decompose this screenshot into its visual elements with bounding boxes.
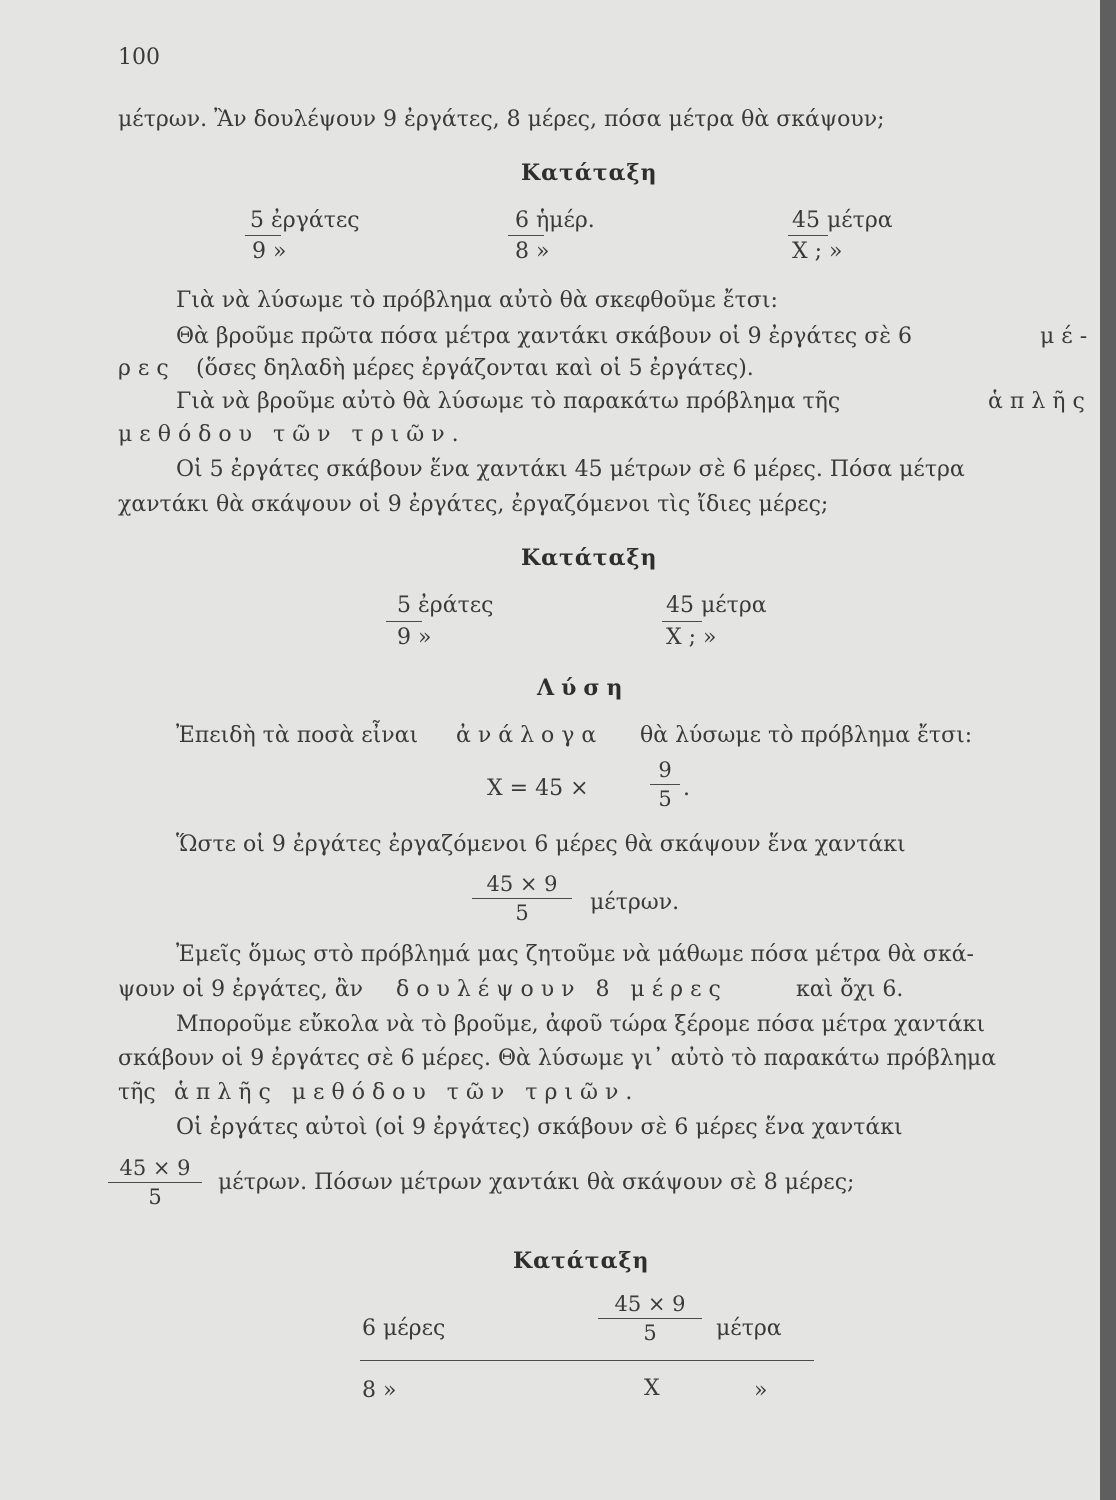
para-5-spaced: ἀνάλογα bbox=[456, 723, 604, 748]
para-4-line-2: χαντάκι θὰ σκάψουν οἱ 9 ἐργάτες, ἐργαζόμενοι τὶς ἴδιες μέρες; bbox=[118, 492, 829, 517]
para-8-line-2: σκάβουν οἱ 9 ἐργάτες σὲ 6 μέρες. Θὰ λύσωμε γι᾽ αὐτὸ τὸ παρακάτω πρόβλημα bbox=[118, 1046, 997, 1071]
t1-c2-bot: 8 » bbox=[515, 239, 550, 264]
para-9-numerator: 45 × 9 bbox=[119, 1156, 191, 1180]
para-9-line-1: Οἱ ἐργάτες αὐτοὶ (οἱ 9 ἐργάτες) σκάβουν σὲ 6 μέρες ἕνα χαντάκι bbox=[176, 1115, 903, 1140]
para-7-line-2-spaced: δουλέψουν 8 μέρες bbox=[396, 977, 728, 1002]
heading-lysi: Λύση bbox=[537, 675, 630, 701]
t2-c1-top: 5 ἐράτες bbox=[397, 593, 494, 618]
t1-c3-rule bbox=[788, 235, 828, 236]
para-3-line-1-spaced: ἁπλῆς bbox=[988, 389, 1092, 414]
eq1-end: . bbox=[683, 776, 690, 801]
heading-katataxi-2: Κατάταξη bbox=[521, 545, 658, 571]
para-2-line-1: Θὰ βροῦμε πρῶτα πόσα μέτρα χαντάκι σκάβουν οἱ 9 ἐργάτες σὲ 6 bbox=[176, 324, 913, 349]
t2-c1-rule bbox=[386, 621, 422, 622]
para-6: Ὥστε οἱ 9 ἐργάτες ἐργαζόμενοι 6 μέρες θὰ σκάψουν ἕνα χαντάκι bbox=[176, 832, 906, 857]
eq1-lhs: Χ = 45 × bbox=[487, 776, 589, 801]
para-9-line-2: μέτρων. Πόσων μέτρων χαντάκι θὰ σκάψουν σὲ 8 μέρες; bbox=[218, 1170, 855, 1195]
para-9-denominator: 5 bbox=[148, 1185, 162, 1209]
eq2-fraction bbox=[472, 872, 572, 925]
para-7-line-2-b: καὶ ὄχι 6. bbox=[796, 977, 904, 1002]
para-8-line-1: Μποροῦμε εὔκολα νὰ τὸ βροῦμε, ἀφοῦ τώρα ξέρομε πόσα μέτρα χαντάκι bbox=[176, 1012, 985, 1037]
para-8-line-3-a: τῆς bbox=[118, 1080, 156, 1105]
para-7-line-2-a: ψουν οἱ 9 ἐργάτες, ἂν bbox=[118, 977, 363, 1002]
t1-c1-bot: 9 » bbox=[252, 239, 287, 264]
para-3-line-2-spaced: μεθόδου τῶν τριῶν. bbox=[118, 422, 466, 447]
para-8-line-3-spaced: ἁπλῆς μεθόδου τῶν τριῶν. bbox=[174, 1080, 640, 1105]
eq1-numerator: 9 bbox=[658, 758, 672, 782]
para-1: Γιὰ νὰ λύσωμε τὸ πρόβλημα αὐτὸ θὰ σκεφθοῦμε ἔτσι: bbox=[176, 288, 778, 313]
t2-c2-rule bbox=[662, 621, 702, 622]
para-2-line-2-spaced: ρες bbox=[118, 356, 176, 381]
t3-fraction bbox=[598, 1292, 702, 1345]
t3-numerator: 45 × 9 bbox=[614, 1292, 686, 1316]
t3-c2-bot: Χ bbox=[644, 1376, 660, 1401]
t3-c2-unit: μέτρα bbox=[716, 1316, 782, 1341]
para-5-a: Ἐπειδὴ τὰ ποσὰ εἶναι bbox=[176, 723, 419, 748]
intro-question: μέτρων. Ἂν δουλέψουν 9 ἐργάτες, 8 μέρες, πόσα μέτρα θὰ σκάψουν; bbox=[118, 107, 885, 132]
t1-c3-bot: Χ ; » bbox=[792, 239, 843, 264]
t2-c2-bot: Χ ; » bbox=[666, 625, 717, 650]
t1-c1-rule bbox=[245, 235, 281, 236]
t1-c1-top: 5 ἐργάτες bbox=[250, 208, 360, 233]
t3-c1-top: 6 μέρες bbox=[362, 1316, 446, 1341]
t3-c3-bot: » bbox=[754, 1378, 768, 1403]
t1-c2-top: 6 ἡμέρ. bbox=[515, 208, 595, 233]
page-number: 100 bbox=[118, 45, 160, 70]
para-7-line-1: Ἐμεῖς ὅμως στὸ πρόβλημά μας ζητοῦμε νὰ μάθωμε πόσα μέτρα θὰ σκά- bbox=[176, 942, 974, 967]
t2-c2-top: 45 μέτρα bbox=[666, 593, 767, 618]
t3-c1-bot: 8 » bbox=[362, 1378, 397, 1403]
eq2-denominator: 5 bbox=[515, 901, 529, 925]
t3-denominator: 5 bbox=[643, 1321, 657, 1345]
t2-c1-bot: 9 » bbox=[397, 625, 432, 650]
eq1-denominator: 5 bbox=[658, 787, 672, 811]
t1-c2-rule bbox=[508, 235, 544, 236]
eq1-fraction bbox=[650, 758, 680, 811]
para-9-fraction bbox=[108, 1156, 202, 1209]
t3-rule bbox=[360, 1360, 814, 1361]
heading-katataxi-1: Κατάταξη bbox=[521, 160, 658, 186]
para-3-line-1: Γιὰ νὰ βροῦμε αὐτὸ θὰ λύσωμε τὸ παρακάτω πρόβλημα τῆς bbox=[176, 389, 841, 414]
t1-c3-top: 45 μέτρα bbox=[792, 208, 893, 233]
eq2-numerator: 45 × 9 bbox=[486, 872, 558, 896]
eq2-unit: μέτρων. bbox=[590, 890, 680, 915]
heading-katataxi-3: Κατάταξη bbox=[513, 1248, 650, 1274]
para-4-line-1: Οἱ 5 ἐργάτες σκάβουν ἕνα χαντάκι 45 μέτρων σὲ 6 μέρες. Πόσα μέτρα bbox=[176, 457, 965, 482]
para-2-line-2: (ὅσες δηλαδὴ μέρες ἐργάζονται καὶ οἱ 5 ἐργάτες). bbox=[196, 356, 754, 381]
para-2-line-1-tail: μέ- bbox=[1040, 324, 1095, 349]
para-5-b: θὰ λύσωμε τὸ πρόβλημα ἔτσι: bbox=[640, 723, 973, 748]
